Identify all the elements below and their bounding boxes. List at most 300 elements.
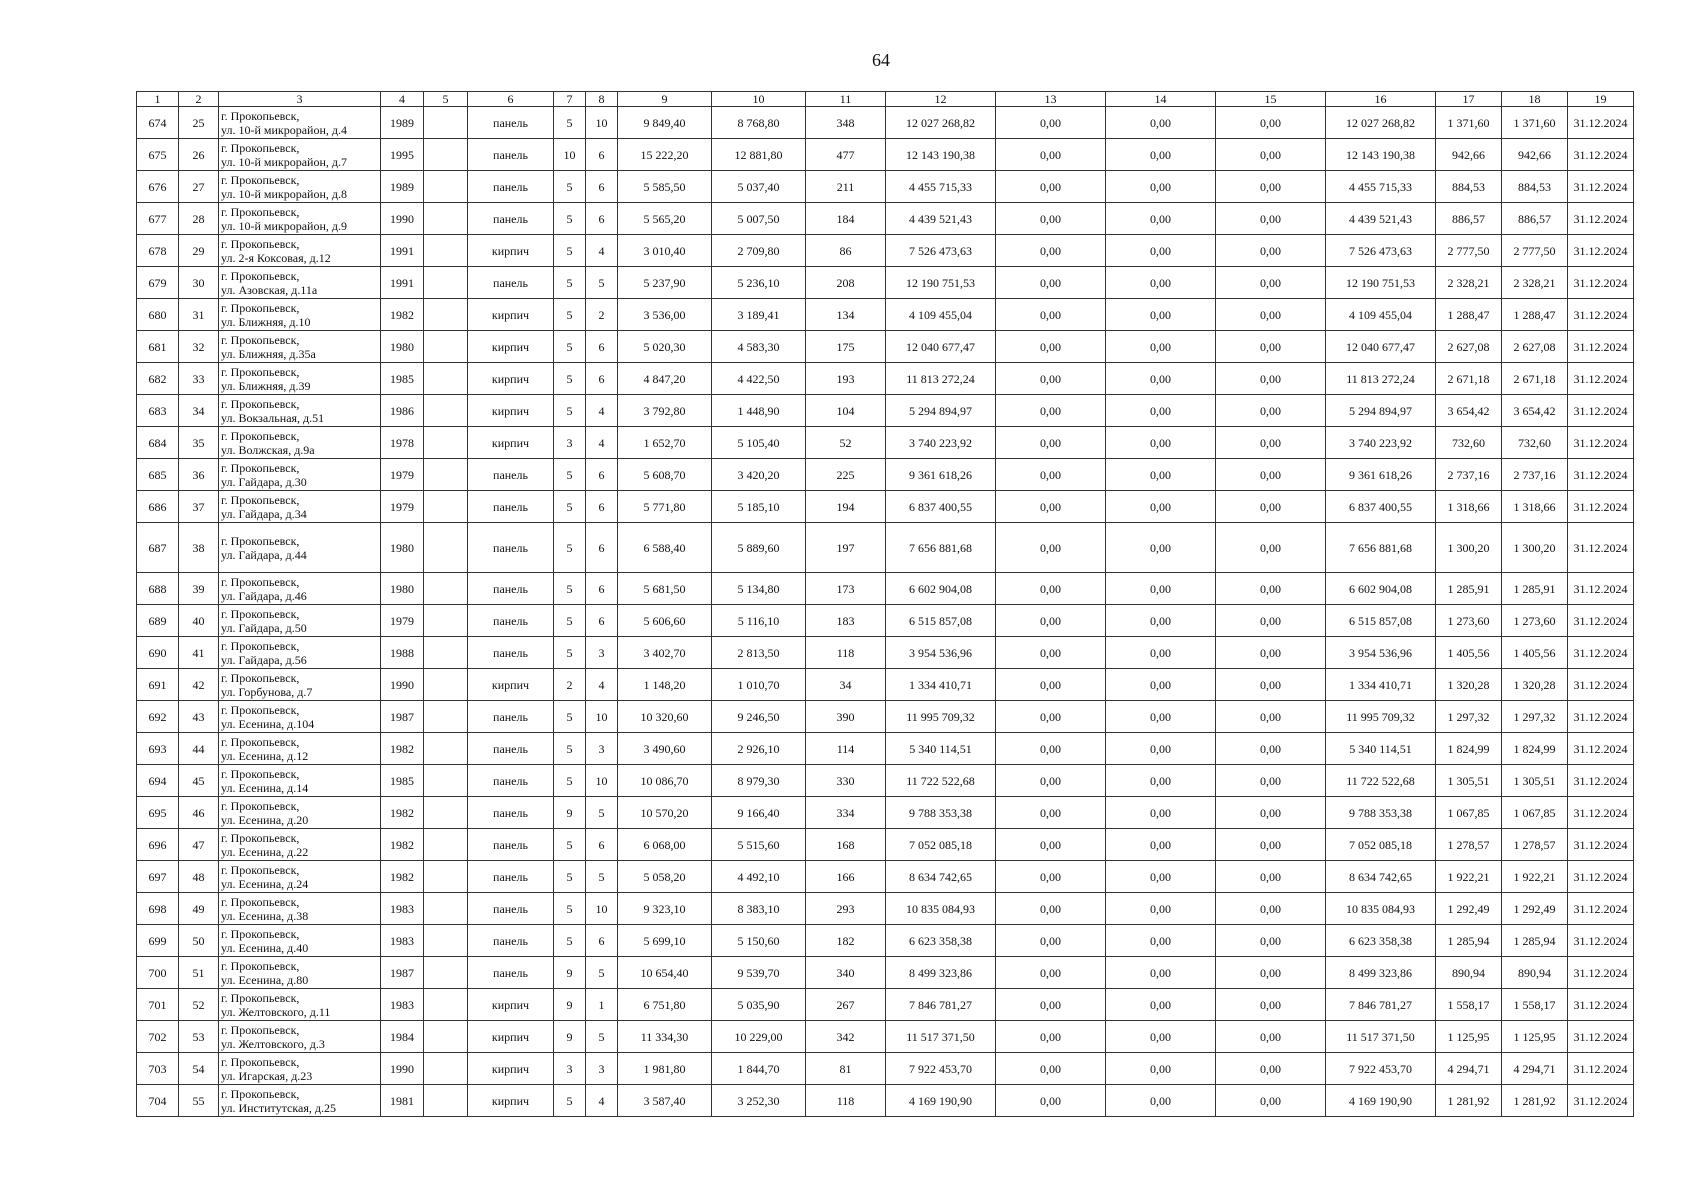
address-street: ул. Желтовского, д.3: [221, 1036, 325, 1051]
table-cell: панель: [468, 957, 554, 989]
table-cell: 0,00: [1106, 797, 1216, 829]
table-cell: 5 134,80: [712, 573, 806, 605]
table-cell: 4 847,20: [618, 363, 712, 395]
table-cell: 31.12.2024: [1568, 107, 1634, 139]
table-cell: кирпич: [468, 1053, 554, 1085]
table-cell: 340: [806, 957, 886, 989]
table-cell: 6 837 400,55: [1326, 491, 1436, 523]
table-cell: 0,00: [996, 637, 1106, 669]
data-table: [136, 91, 1634, 1117]
table-cell: панель: [468, 893, 554, 925]
table-cell: 1982: [381, 829, 424, 861]
table-cell: 52: [179, 989, 219, 1021]
table-cell: 0,00: [996, 203, 1106, 235]
address-street: ул. Ближняя, д.39: [221, 378, 311, 393]
table-cell: 31.12.2024: [1568, 203, 1634, 235]
table-cell: [424, 267, 468, 299]
table-cell: 1985: [381, 363, 424, 395]
table-cell: панель: [468, 523, 554, 573]
column-header: 8: [586, 92, 618, 107]
table-cell: 5: [554, 925, 586, 957]
column-header: 14: [1106, 92, 1216, 107]
table-cell: 7 846 781,27: [886, 989, 996, 1021]
address-city: г. Прокопьевск,: [221, 108, 300, 123]
table-cell: 184: [806, 203, 886, 235]
table-cell: 52: [806, 427, 886, 459]
table-cell: 175: [806, 331, 886, 363]
table-row: [137, 171, 1634, 203]
table-cell: 1 297,32: [1436, 701, 1502, 733]
table-cell: 6 623 358,38: [1326, 925, 1436, 957]
table-cell: 0,00: [996, 701, 1106, 733]
table-row: [137, 491, 1634, 523]
table-cell: кирпич: [468, 427, 554, 459]
table-cell: 1 371,60: [1502, 107, 1568, 139]
table-cell: 51: [179, 957, 219, 989]
table-cell: 0,00: [1106, 459, 1216, 491]
table-cell: 183: [806, 605, 886, 637]
table-cell: 11 995 709,32: [1326, 701, 1436, 733]
table-cell: панель: [468, 861, 554, 893]
table-cell: 31.12.2024: [1568, 925, 1634, 957]
table-cell: 702: [137, 1021, 179, 1053]
table-cell: 732,60: [1436, 427, 1502, 459]
table-cell: 6: [586, 523, 618, 573]
table-cell: 3 654,42: [1502, 395, 1568, 427]
table-cell: 334: [806, 797, 886, 829]
table-cell: 1 292,49: [1436, 893, 1502, 925]
table-cell: 10: [586, 107, 618, 139]
table-cell: 31.12.2024: [1568, 605, 1634, 637]
table-cell: 10 654,40: [618, 957, 712, 989]
table-cell: 5 889,60: [712, 523, 806, 573]
table-cell: 0,00: [1106, 861, 1216, 893]
table-cell: кирпич: [468, 1021, 554, 1053]
table-cell: 48: [179, 861, 219, 893]
table-cell: 4 583,30: [712, 331, 806, 363]
table-cell: 890,94: [1502, 957, 1568, 989]
table-cell: 5 565,20: [618, 203, 712, 235]
table-body: [137, 107, 1634, 1117]
table-cell: кирпич: [468, 395, 554, 427]
table-cell: 676: [137, 171, 179, 203]
table-cell: 2 671,18: [1502, 363, 1568, 395]
table-cell: 1985: [381, 765, 424, 797]
table-cell: 31.12.2024: [1568, 235, 1634, 267]
table-cell: 942,66: [1436, 139, 1502, 171]
table-cell: 1990: [381, 669, 424, 701]
address-city: г. Прокопьевск,: [221, 990, 300, 1005]
table-cell: 31.12.2024: [1568, 363, 1634, 395]
address-cell: [219, 267, 381, 299]
address-city: г. Прокопьевск,: [221, 702, 300, 717]
table-cell: 5 035,90: [712, 989, 806, 1021]
table-cell: [424, 299, 468, 331]
table-cell: 1983: [381, 893, 424, 925]
table-cell: 6 515 857,08: [886, 605, 996, 637]
table-cell: 6: [586, 363, 618, 395]
table-cell: 9 788 353,38: [1326, 797, 1436, 829]
table-cell: 0,00: [996, 299, 1106, 331]
table-row: [137, 669, 1634, 701]
table-cell: 0,00: [1216, 267, 1326, 299]
table-cell: 1 292,49: [1502, 893, 1568, 925]
table-cell: 12 143 190,38: [1326, 139, 1436, 171]
table-cell: 4 294,71: [1502, 1053, 1568, 1085]
table-cell: 168: [806, 829, 886, 861]
table-cell: 4 439 521,43: [1326, 203, 1436, 235]
table-cell: 5: [554, 107, 586, 139]
table-cell: 1 320,28: [1502, 669, 1568, 701]
table-cell: 6: [586, 459, 618, 491]
table-cell: 9: [554, 989, 586, 1021]
table-cell: 9 788 353,38: [886, 797, 996, 829]
table-cell: 1 300,20: [1502, 523, 1568, 573]
address-street: ул. 2-я Коксовая, д.12: [221, 250, 331, 265]
table-cell: 5 150,60: [712, 925, 806, 957]
table-cell: панель: [468, 139, 554, 171]
table-cell: 1 278,57: [1436, 829, 1502, 861]
table-cell: 4 294,71: [1436, 1053, 1502, 1085]
table-cell: 31.12.2024: [1568, 829, 1634, 861]
table-cell: [424, 107, 468, 139]
table-cell: 1983: [381, 989, 424, 1021]
table-cell: 684: [137, 427, 179, 459]
table-cell: 12 143 190,38: [886, 139, 996, 171]
table-cell: 5: [554, 765, 586, 797]
table-cell: 36: [179, 459, 219, 491]
table-cell: 5: [554, 733, 586, 765]
address-street: ул. Гайдара, д.30: [221, 474, 307, 489]
table-cell: 12 190 751,53: [886, 267, 996, 299]
column-header: 17: [1436, 92, 1502, 107]
table-row: [137, 203, 1634, 235]
address-cell: [219, 107, 381, 139]
address-street: ул. Горбунова, д.7: [221, 684, 313, 699]
table-cell: 683: [137, 395, 179, 427]
table-cell: 942,66: [1502, 139, 1568, 171]
table-cell: 1979: [381, 605, 424, 637]
table-cell: 689: [137, 605, 179, 637]
table-cell: 0,00: [1106, 605, 1216, 637]
table-cell: 690: [137, 637, 179, 669]
table-cell: кирпич: [468, 299, 554, 331]
table-cell: 8 383,10: [712, 893, 806, 925]
column-header: 7: [554, 92, 586, 107]
table-cell: [424, 669, 468, 701]
column-header: 19: [1568, 92, 1634, 107]
table-cell: 5 608,70: [618, 459, 712, 491]
table-cell: 0,00: [1106, 523, 1216, 573]
table-cell: 1989: [381, 107, 424, 139]
table-cell: 12 040 677,47: [1326, 331, 1436, 363]
table-cell: 1 334 410,71: [1326, 669, 1436, 701]
table-cell: 0,00: [996, 1053, 1106, 1085]
table-cell: 5 294 894,97: [1326, 395, 1436, 427]
table-cell: 4 109 455,04: [1326, 299, 1436, 331]
table-cell: 9 361 618,26: [1326, 459, 1436, 491]
column-header: 1: [137, 92, 179, 107]
table-cell: 696: [137, 829, 179, 861]
table-cell: 182: [806, 925, 886, 957]
table-cell: 1 010,70: [712, 669, 806, 701]
table-cell: 0,00: [1216, 829, 1326, 861]
table-cell: 5: [554, 637, 586, 669]
table-cell: 29: [179, 235, 219, 267]
table-row: [137, 797, 1634, 829]
table-cell: 0,00: [1216, 235, 1326, 267]
table-cell: 0,00: [996, 925, 1106, 957]
table-cell: панель: [468, 797, 554, 829]
column-header: 13: [996, 92, 1106, 107]
table-cell: 0,00: [1106, 299, 1216, 331]
table-cell: 26: [179, 139, 219, 171]
table-cell: 0,00: [996, 1085, 1106, 1117]
table-cell: 0,00: [1106, 427, 1216, 459]
address-city: г. Прокопьевск,: [221, 926, 300, 941]
table-cell: 8 768,80: [712, 107, 806, 139]
table-cell: 5 236,10: [712, 267, 806, 299]
address-cell: [219, 733, 381, 765]
table-cell: 5 237,90: [618, 267, 712, 299]
table-cell: панель: [468, 459, 554, 491]
address-city: г. Прокопьевск,: [221, 332, 300, 347]
address-street: ул. 10-й микрорайон, д.7: [221, 154, 347, 169]
table-cell: 1987: [381, 701, 424, 733]
table-cell: 10: [554, 139, 586, 171]
table-cell: 31.12.2024: [1568, 267, 1634, 299]
address-city: г. Прокопьевск,: [221, 670, 300, 685]
address-street: ул. Игарская, д.23: [221, 1068, 313, 1083]
table-cell: 27: [179, 171, 219, 203]
address-city: г. Прокопьевск,: [221, 958, 300, 973]
table-cell: 31.12.2024: [1568, 427, 1634, 459]
table-cell: 5: [554, 491, 586, 523]
table-cell: [424, 331, 468, 363]
table-cell: 11 722 522,68: [1326, 765, 1436, 797]
table-cell: 1 405,56: [1436, 637, 1502, 669]
table-cell: панель: [468, 925, 554, 957]
address-street: ул. Гайдара, д.44: [221, 547, 307, 562]
table-row: [137, 989, 1634, 1021]
table-cell: 47: [179, 829, 219, 861]
table-cell: 3 792,80: [618, 395, 712, 427]
table-cell: 6 751,80: [618, 989, 712, 1021]
table-cell: [424, 861, 468, 893]
table-cell: 5 699,10: [618, 925, 712, 957]
table-cell: 31.12.2024: [1568, 299, 1634, 331]
table-cell: 31: [179, 299, 219, 331]
table-cell: 0,00: [1106, 395, 1216, 427]
table-cell: [424, 573, 468, 605]
table-cell: 31.12.2024: [1568, 139, 1634, 171]
table-cell: [424, 491, 468, 523]
table-cell: 31.12.2024: [1568, 957, 1634, 989]
column-header: 18: [1502, 92, 1568, 107]
address-street: ул. Гайдара, д.34: [221, 506, 307, 521]
table-cell: 0,00: [1216, 605, 1326, 637]
table-cell: 6 068,00: [618, 829, 712, 861]
table-cell: панель: [468, 637, 554, 669]
table-cell: 6 602 904,08: [1326, 573, 1436, 605]
table-cell: 5 340 114,51: [1326, 733, 1436, 765]
table-cell: 1 285,91: [1502, 573, 1568, 605]
table-cell: 5: [554, 861, 586, 893]
table-row: [137, 1053, 1634, 1085]
table-cell: 1 981,80: [618, 1053, 712, 1085]
table-cell: 1982: [381, 861, 424, 893]
table-cell: 6: [586, 171, 618, 203]
table-cell: 3 587,40: [618, 1085, 712, 1117]
address-cell: [219, 523, 381, 573]
table-cell: 7 052 085,18: [886, 829, 996, 861]
table-cell: 4 439 521,43: [886, 203, 996, 235]
table-cell: 0,00: [1216, 573, 1326, 605]
table-cell: 1 334 410,71: [886, 669, 996, 701]
table-cell: 5: [554, 171, 586, 203]
table-cell: 1991: [381, 267, 424, 299]
table-cell: 886,57: [1436, 203, 1502, 235]
table-cell: 11 517 371,50: [1326, 1021, 1436, 1053]
table-cell: 0,00: [1216, 861, 1326, 893]
table-cell: 31.12.2024: [1568, 797, 1634, 829]
table-cell: 680: [137, 299, 179, 331]
table-cell: 5: [554, 363, 586, 395]
table-cell: 1 148,20: [618, 669, 712, 701]
table-cell: 0,00: [1216, 459, 1326, 491]
table-cell: 1 318,66: [1436, 491, 1502, 523]
table-cell: [424, 925, 468, 957]
table-cell: 1979: [381, 459, 424, 491]
table-cell: 0,00: [996, 1021, 1106, 1053]
table-cell: 0,00: [996, 139, 1106, 171]
address-city: г. Прокопьевск,: [221, 140, 300, 155]
table-cell: 3 420,20: [712, 459, 806, 491]
table-cell: 1: [586, 989, 618, 1021]
address-city: г. Прокопьевск,: [221, 766, 300, 781]
table-cell: 0,00: [996, 797, 1106, 829]
address-cell: [219, 861, 381, 893]
table-cell: 4 169 190,90: [1326, 1085, 1436, 1117]
address-street: ул. Желтовского, д.11: [221, 1004, 331, 1019]
table-cell: 0,00: [1216, 427, 1326, 459]
table-cell: 6: [586, 203, 618, 235]
table-cell: 3: [586, 733, 618, 765]
address-street: ул. Есенина, д.80: [221, 972, 309, 987]
address-cell: [219, 893, 381, 925]
table-cell: панель: [468, 829, 554, 861]
table-cell: 6: [586, 573, 618, 605]
table-cell: 31.12.2024: [1568, 395, 1634, 427]
table-cell: 3 536,00: [618, 299, 712, 331]
table-cell: 0,00: [996, 427, 1106, 459]
table-cell: 11 813 272,24: [886, 363, 996, 395]
table-cell: 31.12.2024: [1568, 491, 1634, 523]
address-street: ул. Институтская, д.25: [221, 1100, 336, 1115]
table-cell: 2 777,50: [1436, 235, 1502, 267]
table-cell: 4: [586, 669, 618, 701]
table-cell: 6 623 358,38: [886, 925, 996, 957]
table-cell: [424, 427, 468, 459]
address-city: г. Прокопьевск,: [221, 798, 300, 813]
table-cell: 0,00: [1106, 171, 1216, 203]
table-cell: 0,00: [1106, 1021, 1216, 1053]
table-cell: 5 515,60: [712, 829, 806, 861]
table-cell: 0,00: [1106, 107, 1216, 139]
table-cell: 1982: [381, 797, 424, 829]
address-cell: [219, 1021, 381, 1053]
table-cell: 31.12.2024: [1568, 669, 1634, 701]
table-cell: 688: [137, 573, 179, 605]
address-city: г. Прокопьевск,: [221, 830, 300, 845]
table-cell: 1 285,94: [1502, 925, 1568, 957]
table-cell: панель: [468, 573, 554, 605]
address-street: ул. Есенина, д.12: [221, 748, 309, 763]
table-row: [137, 573, 1634, 605]
table-cell: 0,00: [996, 765, 1106, 797]
table-cell: 1 125,95: [1502, 1021, 1568, 1053]
table-row: [137, 957, 1634, 989]
table-cell: 0,00: [1106, 957, 1216, 989]
table-cell: 1991: [381, 235, 424, 267]
address-city: г. Прокопьевск,: [221, 364, 300, 379]
table-cell: 1990: [381, 203, 424, 235]
address-street: ул. Азовская, д.11а: [221, 282, 318, 297]
table-cell: 0,00: [1106, 637, 1216, 669]
table-cell: 1 067,85: [1436, 797, 1502, 829]
table-cell: 12 881,80: [712, 139, 806, 171]
table-cell: [424, 701, 468, 733]
address-cell: [219, 139, 381, 171]
table-row: [137, 235, 1634, 267]
address-city: г. Прокопьевск,: [221, 862, 300, 877]
table-cell: 1980: [381, 573, 424, 605]
table-cell: 0,00: [996, 491, 1106, 523]
table-cell: [424, 203, 468, 235]
table-cell: 3: [554, 427, 586, 459]
table-cell: 1 125,95: [1436, 1021, 1502, 1053]
table-cell: 330: [806, 765, 886, 797]
table-cell: 1 922,21: [1436, 861, 1502, 893]
table-cell: 134: [806, 299, 886, 331]
table-cell: 39: [179, 573, 219, 605]
table-row: [137, 893, 1634, 925]
table-cell: 0,00: [996, 523, 1106, 573]
table-cell: 0,00: [996, 733, 1106, 765]
table-cell: 6 837 400,55: [886, 491, 996, 523]
table-cell: 0,00: [1216, 989, 1326, 1021]
table-cell: 1987: [381, 957, 424, 989]
table-cell: 10: [586, 701, 618, 733]
table-cell: 10 835 084,93: [886, 893, 996, 925]
address-street: ул. Есенина, д.22: [221, 844, 309, 859]
address-cell: [219, 573, 381, 605]
table-cell: 1 558,17: [1502, 989, 1568, 1021]
table-cell: 0,00: [1106, 669, 1216, 701]
table-cell: 1 824,99: [1436, 733, 1502, 765]
address-city: г. Прокопьевск,: [221, 396, 300, 411]
table-cell: 54: [179, 1053, 219, 1085]
table-cell: 0,00: [1216, 107, 1326, 139]
address-city: г. Прокопьевск,: [221, 734, 300, 749]
table-cell: 0,00: [996, 573, 1106, 605]
table-cell: 0,00: [996, 331, 1106, 363]
table-cell: 1984: [381, 1021, 424, 1053]
table-cell: 5: [586, 267, 618, 299]
table-cell: 0,00: [1106, 363, 1216, 395]
table-cell: 11 334,30: [618, 1021, 712, 1053]
table-cell: 3: [586, 637, 618, 669]
